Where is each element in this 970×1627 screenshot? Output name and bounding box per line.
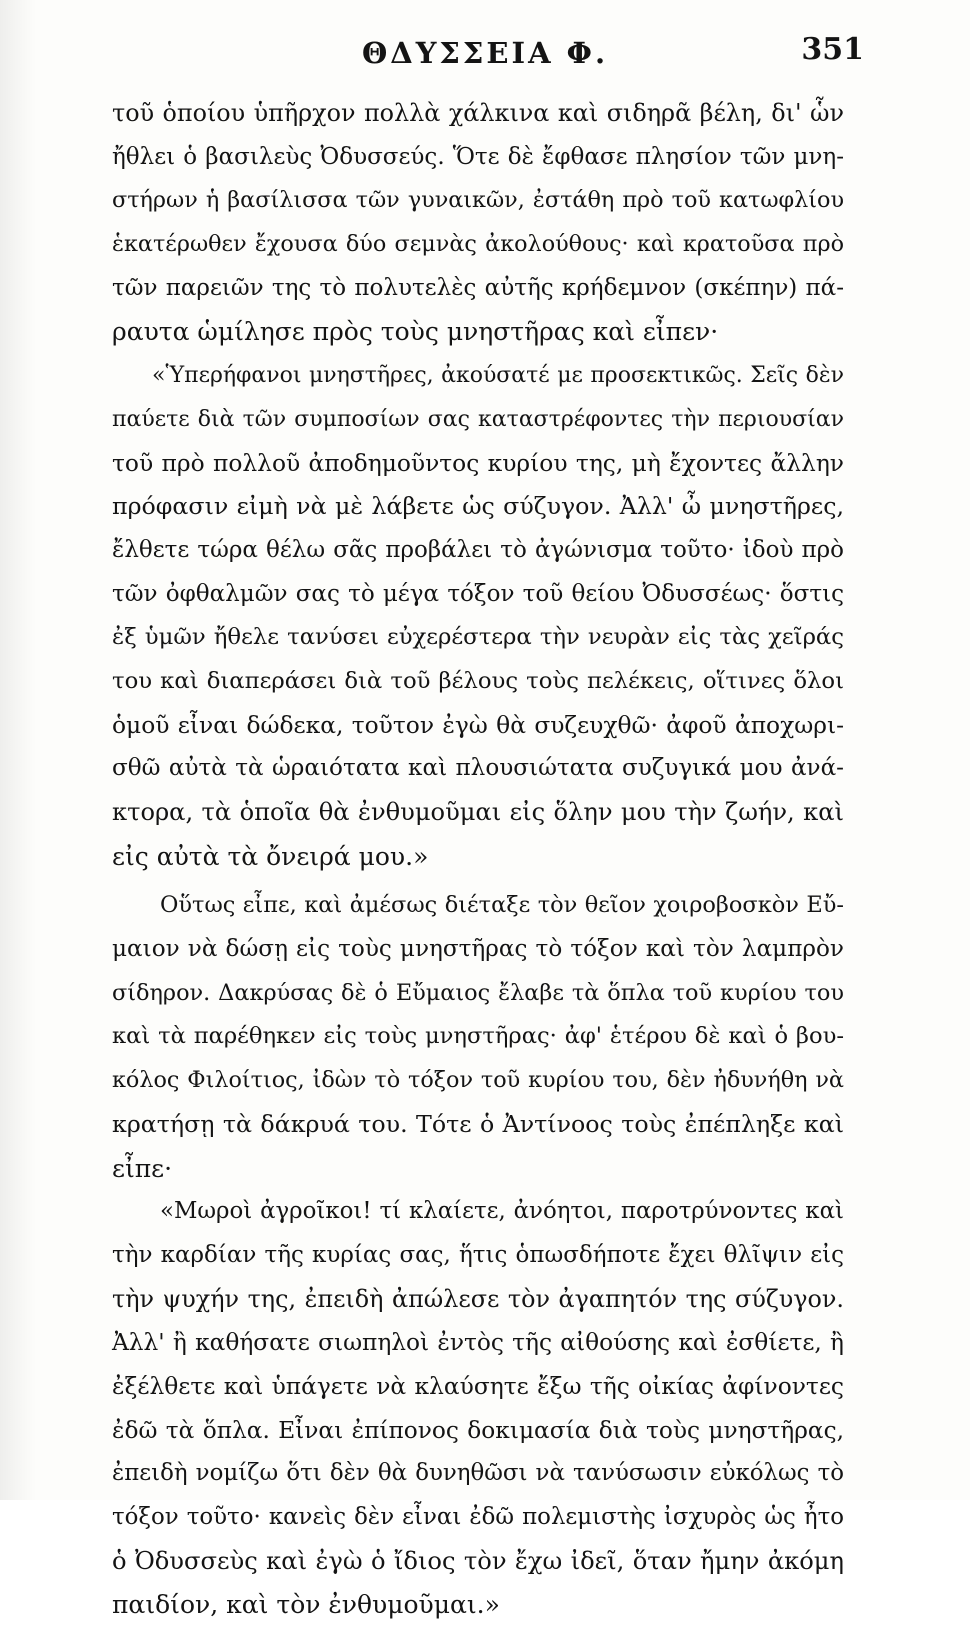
text-line: ἑκατέρωθεν ἔχουσα δύο σεμνὰς ἀκολούθους· καὶ κρατοῦσα πρὸ: [112, 231, 844, 258]
text-line: κόλος Φιλοίτιος, ἰδὼν τὸ τόξον τοῦ κυρίου του, δὲν ἠδυνήθη νὰ: [112, 1067, 844, 1094]
text-line: ἐξέλθετε καὶ ὑπάγετε νὰ κλαύσητε ἔξω τῆς οἰκίας ἀφίνοντες: [112, 1371, 844, 1400]
running-title: ΘΔΥΣΣΕΙΑ Φ.: [361, 36, 609, 70]
text-line: εἰς αὐτὰ τὰ ὄνειρά μου.»: [112, 841, 429, 871]
page-number: 351: [801, 32, 864, 67]
text-line: τὴν ψυχήν της, ἐπειδὴ ἀπώλεσε τὸν ἀγαπητόν της σύζυγον.: [112, 1284, 844, 1313]
text-line: τὴν καρδίαν τῆς κυρίας σας, ἥτις ὁπωσδήποτε ἔχει θλῖψιν εἰς: [112, 1241, 844, 1268]
page-header: [110, 28, 864, 78]
text-line: παύετε διὰ τῶν συμποσίων σας καταστρέφοντες τὴν περιουσίαν: [112, 406, 844, 432]
text-line: εἶπε·: [112, 1153, 173, 1183]
text-line: μαιον νὰ δώσῃ εἰς τοὺς μνηστῆρας τὸ τόξον καὶ τὸν λαμπρὸν: [112, 936, 844, 963]
text-line: Ἀλλ' ἢ καθήσατε σιωπηλοὶ ἐντὸς τῆς αἰθούσης καὶ ἐσθίετε, ἢ: [112, 1329, 844, 1357]
text-line: καὶ τὰ παρέθηκεν εἰς τοὺς μνηστῆρας· ἀφ' ἑτέρου δὲ καὶ ὁ βου-: [112, 1023, 844, 1050]
text-line: τῶν παρειῶν της τὸ πολυτελὲς αὐτῆς κρήδεμνον (σκέπην) πά-: [112, 274, 844, 301]
text-line: του καὶ διαπεράσει διὰ τοῦ βέλους τοὺς πελέκεις, οἵτινες ὅλοι: [112, 667, 844, 694]
text-line: τῶν ὀφθαλμῶν σας τὸ μέγα τόξον τοῦ θείου Ὀδυσσέως· ὅστις: [112, 580, 844, 607]
text-line: παιδίον, καὶ τὸν ἐνθυμοῦμαι.»: [112, 1590, 500, 1620]
text-line: κτορα, τὰ ὁποῖα θὰ ἐνθυμοῦμαι εἰς ὅλην μου τὴν ζωήν, καὶ: [112, 798, 844, 826]
text-line: σθῶ αὐτὰ τὰ ὡραιότατα καὶ πλουσιώτατα συζυγικά μου ἀνά-: [112, 755, 844, 782]
text-line: Οὕτως εἶπε, καὶ ἀμέσως διέταξε τὸν θεῖον χοιροβοσκὸν Εὔ-: [160, 892, 844, 919]
text-line: τόξον τοῦτο· κανεὶς δὲν εἶναι ἐδῶ πολεμιστὴς ἰσχυρὸς ὡς ἦτο: [112, 1504, 844, 1530]
text-line: ἐπειδὴ νομίζω ὅτι δὲν θὰ δυνηθῶσι νὰ τανύσωσιν εὐκόλως τὸ: [112, 1460, 844, 1487]
text-line: ἐξ ὑμῶν ἤθελε τανύσει εὐχερέστερα τὴν νευρὰν εἰς τὰς χεῖράς: [112, 624, 844, 651]
text-line: σίδηρον. Δακρύσας δὲ ὁ Εὔμαιος ἔλαβε τὰ ὅπλα τοῦ κυρίου του: [112, 979, 844, 1006]
text-line: κρατήσῃ τὰ δάκρυά του. Τότε ὁ Ἀντίνοος τοὺς ἐπέπληξε καὶ: [112, 1109, 844, 1138]
text-line: στήρων ἡ βασίλισσα τῶν γυναικῶν, ἐστάθη πρὸ τοῦ κατωφλίου: [112, 187, 844, 214]
text-line: ἐδῶ τὰ ὅπλα. Εἶναι ἐπίπονος δοκιμασία διὰ τοὺς μνηστῆρας,: [112, 1416, 844, 1444]
text-line: ραυτα ὡμίλησε πρὸς τοὺς μνηστῆρας καὶ εἶπεν·: [112, 317, 719, 347]
text-line: «Μωροὶ ἀγροῖκοι! τί κλαίετε, ἀνόητοι, παροτρύνοντες καὶ: [160, 1198, 844, 1225]
text-line: ὁ Ὀδυσσεὺς καὶ ἐγὼ ὁ ἴδιος τὸν ἔχω ἰδεῖ, ὅταν ἤμην ἀκόμη: [112, 1546, 844, 1575]
text-line: ὁμοῦ εἶναι δώδεκα, τοῦτον ἐγὼ θὰ συζευχθῶ· ἀφοῦ ἀποχωρι-: [112, 710, 844, 739]
text-line: τοῦ ὁποίου ὑπῆρχον πολλὰ χάλκινα καὶ σιδηρᾶ βέλη, δι' ὧν: [112, 99, 844, 127]
text-line: «Ὑπερήφανοι μνηστῆρες, ἀκούσατέ με προσεκτικῶς. Σεῖς δὲν: [152, 363, 844, 389]
body-text: [112, 92, 844, 1627]
text-line: τοῦ πρὸ πολλοῦ ἀποδημοῦντος κυρίου της, μὴ ἔχοντες ἄλλην: [112, 448, 844, 477]
text-line: ἤθλει ὁ βασιλεὺς Ὀδυσσεύς. Ὅτε δὲ ἔφθασε πλησίον τῶν μνη-: [112, 143, 844, 170]
text-line: ἔλθετε τώρα θέλω σᾶς προβάλει τὸ ἀγώνισμα τοῦτο· ἰδοὺ πρὸ: [112, 536, 844, 563]
text-line: πρόφασιν εἰμὴ νὰ μὲ λάβετε ὡς σύζυγον. Ἀλλ' ὦ μνηστῆρες,: [112, 492, 844, 521]
